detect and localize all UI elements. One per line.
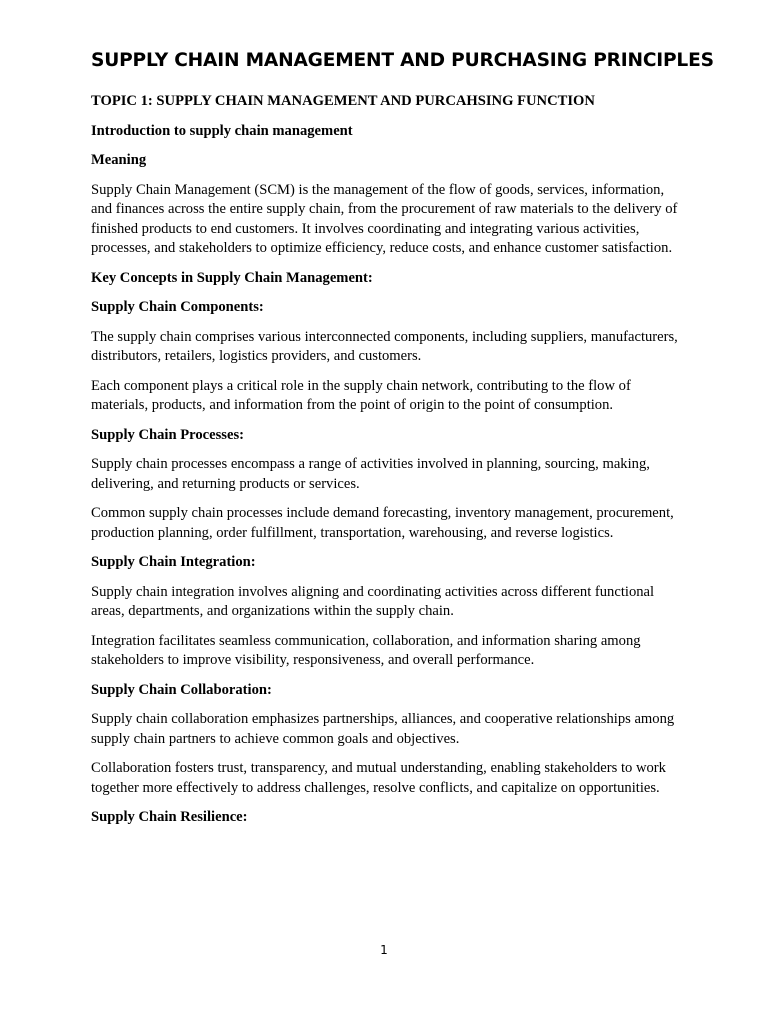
section-heading-integration: Supply Chain Integration: (91, 554, 256, 570)
page-number: 1 (380, 943, 388, 957)
paragraph-collaboration-2: Collaboration fosters trust, transparency, and mutual understanding, enabling stakeholders to work together more effectively to address challenges, resolve conflicts, and capitalize on opportunities. (91, 760, 666, 796)
paragraph-collaboration-1: Supply chain collaboration emphasizes partnerships, alliances, and cooperative relationships among supply chain partners to achieve common goals and objectives. (91, 711, 675, 747)
topic-heading: TOPIC 1: SUPPLY CHAIN MANAGEMENT AND PURCAHSING FUNCTION (91, 93, 595, 109)
section-heading-introduction: Introduction to supply chain management (91, 122, 353, 139)
section-heading-collaboration: Supply Chain Collaboration: (91, 681, 272, 698)
paragraph-scm-definition: Supply Chain Management (SCM) is the management of the flow of goods, services, information, and finances across the entire supply chain, from the procurement of raw materials to the delivery of finished products to end customers. It involves coordinating and integrating various activities, processes, and stakeholders to optimize efficiency, reduce costs, and enhance customer satisfaction. (91, 181, 678, 256)
section-heading-meaning: Meaning (91, 152, 147, 168)
section-heading-processes: Supply Chain Processes: (91, 426, 244, 443)
section-heading-key-concepts: Key Concepts in Supply Chain Management: (91, 269, 373, 286)
paragraph-components-1: The supply chain comprises various interconnected components, including suppliers, manufacturers, distributors, retailers, logistics providers, and customers. (91, 328, 678, 364)
paragraph-components-2: Each component plays a critical role in the supply chain network, contributing to the flow of materials, products, and information from the point of origin to the point of consumption. (91, 377, 631, 413)
paragraph-integration-1: Supply chain integration involves aligning and coordinating activities across different functional areas, departments, and organizations within the supply chain. (91, 583, 655, 619)
paragraph-integration-2: Integration facilitates seamless communication, collaboration, and information sharing among stakeholders to improve visibility, responsiveness, and overall performance. (91, 632, 641, 668)
section-heading-components: Supply Chain Components: (91, 299, 264, 315)
document-title: SUPPLY CHAIN MANAGEMENT AND PURCHASING PRINCIPLES (91, 50, 714, 71)
paragraph-processes-2: Common supply chain processes include demand forecasting, inventory management, procurement, production planning, order fulfillment, transportation, warehousing, and reverse logistics. (91, 505, 674, 541)
section-heading-resilience: Supply Chain Resilience: (91, 809, 248, 825)
paragraph-processes-1: Supply chain processes encompass a range of activities involved in planning, sourcing, making, delivering, and returning products or services. (91, 456, 650, 492)
page-content (91, 48, 714, 838)
